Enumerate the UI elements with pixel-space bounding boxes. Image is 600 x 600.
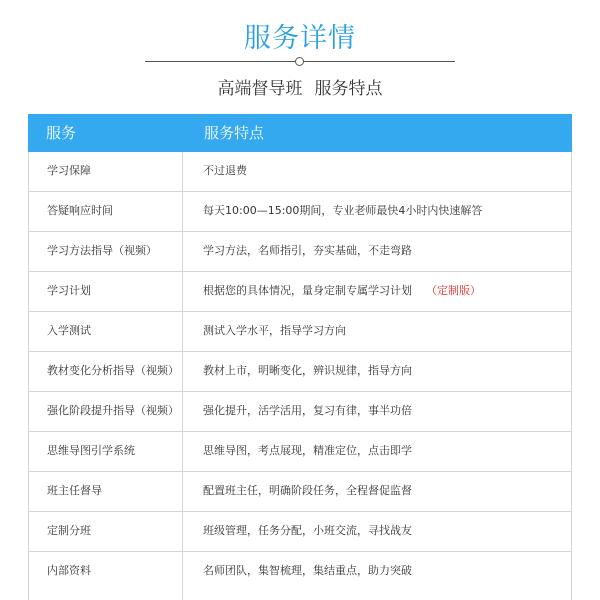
row-feature-text: 强化提升，活学活用，复习有律，事半功倍 <box>203 404 412 417</box>
row-feature <box>203 552 426 590</box>
row-feature-text: 教材上市，明晰变化，辨识规律，指导方向 <box>203 364 412 377</box>
subtitle <box>0 74 600 99</box>
table-row <box>29 432 571 470</box>
row-feature-text: 名师团队，集智梳理，集结重点，助力突破 <box>203 564 412 577</box>
row-service: 入学测试 <box>47 324 91 337</box>
row-feature <box>203 512 426 550</box>
row-feature <box>203 232 426 270</box>
row-feature-highlight: （定制版） <box>426 284 481 297</box>
row-feature-text: 测试入学水平，指导学习方向 <box>203 324 346 337</box>
table-row <box>29 552 571 590</box>
table-row <box>29 392 571 430</box>
row-feature-text: 班级管理，任务分配，小班交流，寻找战友 <box>203 524 412 537</box>
table-row <box>29 312 571 350</box>
table-body <box>28 152 572 600</box>
row-service: 内部资料 <box>47 564 91 577</box>
row-service: 学习计划 <box>47 284 91 297</box>
subtitle-suffix: 服务特点 <box>314 79 383 99</box>
row-feature <box>203 432 426 470</box>
table-row <box>29 512 571 550</box>
subtitle-class-name: 高端督导班 <box>217 79 303 99</box>
title-divider-left <box>145 61 297 62</box>
row-service: 班主任督导 <box>47 484 102 497</box>
title-divider-right <box>303 61 455 62</box>
table-row <box>29 272 571 310</box>
row-feature <box>203 392 426 430</box>
table-row <box>29 232 571 270</box>
row-service: 学习方法指导（视频） <box>47 244 157 257</box>
row-feature <box>203 352 426 390</box>
table-row <box>29 152 571 190</box>
page-title: 服务详情 <box>244 23 356 54</box>
row-service: 学习保障 <box>47 164 91 177</box>
table-row <box>29 472 571 510</box>
row-feature <box>203 272 481 310</box>
row-feature-text: 每天10:00—15:00期间，专业老师最快4小时内快速解答 <box>203 204 483 217</box>
row-service: 答疑响应时间 <box>47 204 113 217</box>
row-service: 强化阶段提升指导（视频） <box>47 404 179 417</box>
header-features: 服务特点 <box>204 124 265 142</box>
row-feature <box>203 192 496 230</box>
row-service: 教材变化分析指导（视频） <box>47 364 179 377</box>
row-feature-text: 不过退费 <box>203 164 247 177</box>
row-service: 思维导图引学系统 <box>47 444 135 457</box>
row-feature <box>203 152 261 190</box>
header-service: 服务 <box>46 124 77 142</box>
row-feature-text: 学习方法，名师指引，夯实基础，不走弯路 <box>203 244 412 257</box>
table-row <box>29 192 571 230</box>
table-row <box>29 352 571 390</box>
row-feature <box>203 472 426 510</box>
row-service: 定制分班 <box>47 524 91 537</box>
table-header <box>28 114 572 152</box>
row-feature <box>203 312 360 350</box>
row-feature-text: 配置班主任，明确阶段任务，全程督促监督 <box>203 484 412 497</box>
service-table <box>28 114 572 600</box>
row-feature-text: 根据您的具体情况，量身定制专属学习计划 <box>203 284 412 297</box>
row-feature-text: 思维导图，考点展现，精准定位，点击即学 <box>203 444 412 457</box>
